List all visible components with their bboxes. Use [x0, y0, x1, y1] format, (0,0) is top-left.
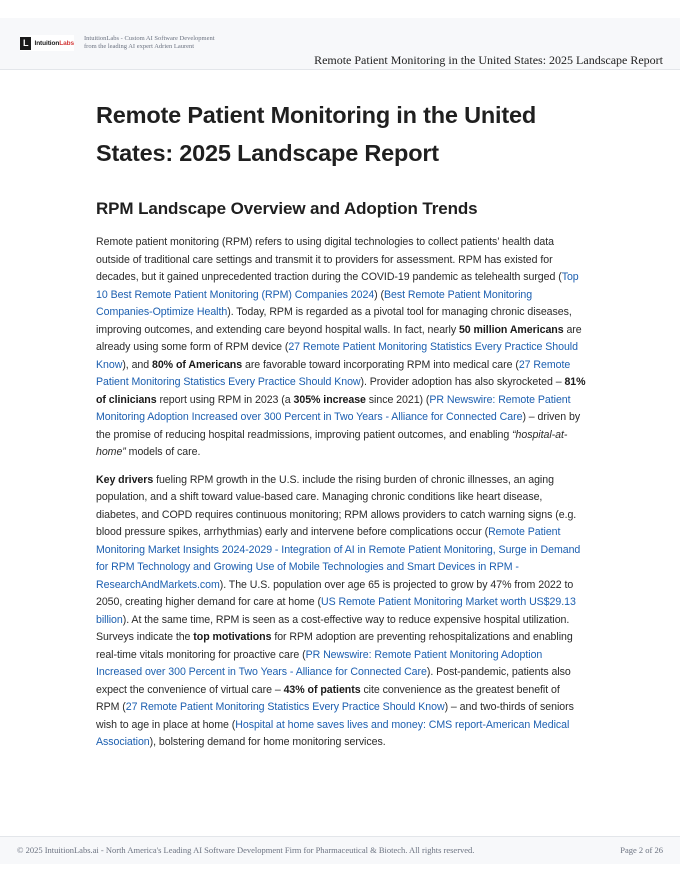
citation-link[interactable]: Top 10 Best Remote Patient Monitoring (RPM) Companies 2024 [96, 271, 579, 301]
body-text: Remote patient monitoring (RPM) refers to using digital technologies to collect patients’ health data outside of traditional care settings and transmit it to providers for assessment. RPM has existed for decades, but it gained unprecedented traction during the COVID-19 pandemic as telehealth surged ( [96, 236, 562, 283]
header-title: Remote Patient Monitoring in the United States: 2025 Landscape Report [314, 53, 663, 67]
body-text: since 2021) ( [365, 393, 430, 406]
logo-mark: L [20, 37, 31, 50]
logo-text-b: Labs [59, 39, 74, 47]
body-text: report using RPM in 2023 (a [156, 393, 294, 406]
body-text: are favorable toward incorporating RPM into medical care ( [242, 358, 519, 371]
body-text: ). Provider adoption has also skyrocketed – [360, 376, 565, 388]
document-title: Remote Patient Monitoring in the United States: 2025 Landscape Report [96, 102, 536, 166]
body-text: models of care. [125, 446, 201, 458]
citation-link[interactable]: Best Remote Patient Monitoring Companies-Optimize Health [96, 288, 533, 318]
page-footer [0, 836, 680, 864]
bold-text: 305% increase [293, 393, 366, 406]
body-text: fueling RPM growth in the U.S. include the rising burden of chronic illnesses, an aging population, and a shift toward value-based care. Managing chronic conditions like heart disease, diabetes, and COPD requires continuous monitoring; RPM allows providers to catch warning signs (e.g. blood pressure spikes, arrhythmias) early and intervene before complications occur ( [96, 473, 577, 538]
footer-copyright: © 2025 IntuitionLabs.ai - North America's Leading AI Software Development Firm for Pharmaceutical & Biotech. All rights reserved. [17, 845, 475, 855]
citation-link[interactable]: 27 Remote Patient Monitoring Statistics Every Practice Should Know [125, 701, 445, 713]
bold-text: 81% of clinicians [96, 376, 586, 406]
body-text: ). Today, RPM is regarded as a pivotal tool for managing chronic diseases, improving outcomes, and extending care beyond hospital walls. In fact, nearly [96, 306, 572, 336]
citation-link[interactable]: PR Newswire: Remote Patient Monitoring Adoption Increased over 300 Percent in Two Years - Alliance for Connected Care [96, 648, 543, 678]
body-text: ) – and two-thirds of seniors wish to age in place at home ( [96, 701, 574, 731]
body-text: ), bolstering demand for home monitoring services. [149, 736, 386, 748]
paragraph-2 [96, 472, 586, 752]
body-text: cite convenience as the greatest benefit of RPM ( [96, 683, 560, 713]
document-content [96, 96, 586, 752]
citation-link[interactable]: 27 Remote Patient Monitoring Statistics Every Practice Should Know [96, 358, 571, 388]
citation-link[interactable]: 27 Remote Patient Monitoring Statistics Every Practice Should Know [96, 341, 578, 371]
tagline-line-1: IntuitionLabs - Custom AI Software Development [84, 35, 215, 42]
body-text: for RPM adoption are preventing rehospitalizations and enabling real-time vitals monitoring for proactive care ( [96, 631, 573, 661]
logo-text [34, 40, 74, 47]
intuitionlabs-logo[interactable] [20, 35, 74, 51]
body-text: are already using some form of RPM device ( [96, 323, 582, 353]
citation-link[interactable]: Remote Patient Monitoring Market Insights 2024-2029 - Integration of AI in Remote Patient Monitoring, Surge in Demand for RPM Technology and Growing Use of Mobile Technologies and Smart Devices in RPM - ResearchAndMarkets.com [96, 526, 581, 591]
section-heading: RPM Landscape Overview and Adoption Trends [96, 199, 478, 218]
paragraph-1 [96, 234, 586, 462]
header-tagline [84, 35, 234, 51]
body-text: ) – driven by the promise of reducing hospital readmissions, improving patient outcomes, and enabling [96, 411, 581, 441]
italic-text: “hospital-at-home” [96, 428, 568, 458]
bold-text: 80% of Americans [152, 358, 243, 371]
citation-link[interactable]: PR Newswire: Remote Patient Monitoring Adoption Increased over 300 Percent in Two Years - Alliance for Connected Care [96, 393, 571, 423]
body-text: ). Post-pandemic, patients also expect the convenience of virtual care – [96, 666, 571, 696]
bold-text: 43% of patients [283, 683, 361, 696]
body-text: ). At the same time, RPM is seen as a cost-effective way to reduce expensive hospital utilization. Surveys indicate the [96, 613, 570, 643]
body-text: ). The U.S. population over age 65 is projected to grow by 47% from 2022 to 2050, creating higher demand for care at home ( [96, 578, 574, 608]
citation-link[interactable]: US Remote Patient Monitoring Market worth US$29.13 billion [96, 596, 576, 626]
bold-text: 50 million Americans [458, 323, 564, 336]
body-text: ) ( [374, 288, 385, 301]
bold-text: top motivations [193, 631, 272, 643]
tagline-line-2: from the leading AI expert Adrien Laurent [84, 43, 195, 50]
logo-text-a: Intuition [34, 39, 60, 47]
page-header [0, 18, 680, 70]
bold-text: Key drivers [96, 473, 154, 486]
citation-link[interactable]: Hospital at home saves lives and money: CMS report-American Medical Association [96, 718, 570, 748]
page-number: Page 2 of 26 [620, 845, 663, 855]
body-text: ), and [122, 358, 152, 371]
